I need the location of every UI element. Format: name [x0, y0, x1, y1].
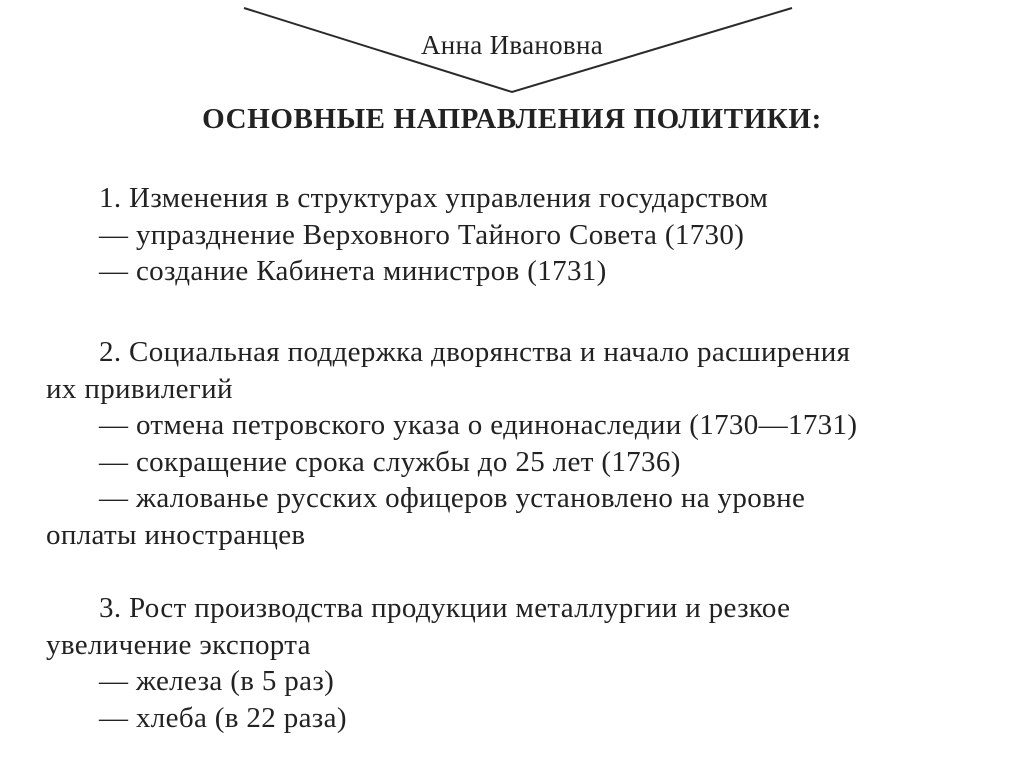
section-2-item-3-line-1: — жалованье русских офицеров установлено на уровне	[99, 482, 806, 514]
section-2-title-line-2: их привилегий	[46, 372, 233, 405]
section-2-item-1: — отмена петровского указа о единонаследии (1730—1731)	[99, 409, 858, 441]
policy-section-2	[46, 334, 996, 553]
section-2-title-line-1: 2. Социальная поддержка дворянства и начало расширения	[99, 336, 851, 368]
section-1-item-1: — упразднение Верховного Тайного Совета (1730)	[99, 218, 745, 251]
section-2-item-2: — сокращение срока службы до 25 лет (1736)	[99, 445, 681, 478]
section-heading: ОСНОВНЫЕ НАПРАВЛЕНИЯ ПОЛИТИКИ:	[202, 103, 822, 135]
section-2-item-3-line-2: оплаты иностранцев	[46, 518, 306, 551]
policy-section-1	[46, 180, 996, 290]
section-3-title-line-2: увеличение экспорта	[46, 628, 311, 661]
policy-section-3	[46, 590, 996, 736]
section-1-item-2: — создание Кабинета министров (1731)	[99, 255, 607, 287]
section-1-title: 1. Изменения в структурах управления государством	[99, 182, 769, 214]
section-3-item-1: — железа (в 5 раз)	[99, 665, 335, 697]
section-3-title-line-1: 3. Рост производства продукции металлургии и резкое	[99, 592, 791, 624]
page-title: Анна Ивановна	[420, 30, 604, 60]
section-3-item-2: — хлеба (в 22 раза)	[99, 701, 347, 734]
